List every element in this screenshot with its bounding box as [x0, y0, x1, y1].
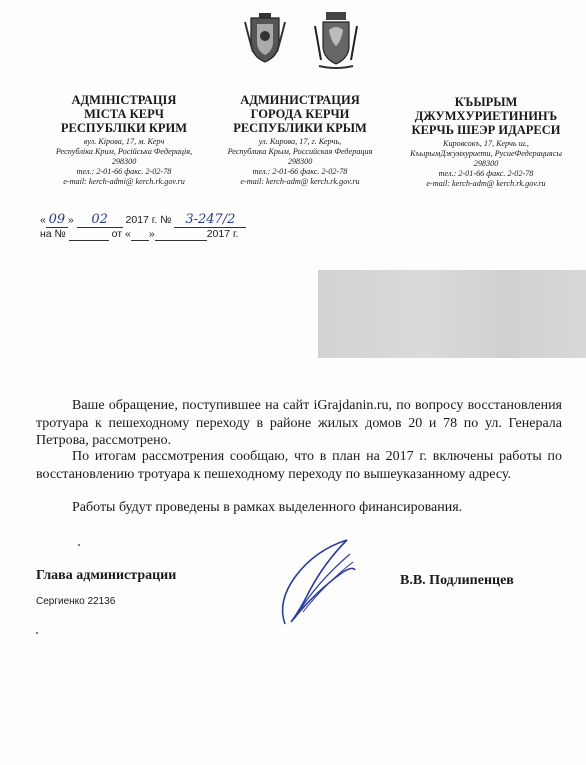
ref-year: 2017 г. [206, 228, 239, 240]
title-line: АДМИНИСТРАЦИЯ [240, 93, 360, 107]
scan-speck [36, 632, 38, 634]
body-paragraph: По итогам рассмотрения сообщаю, что в план на 2017 г. включены работы по восстановлению тротуара к пешеходному переходу по вышеуказанному адресу. [36, 449, 562, 482]
title-line: КЪЫРЫМ [454, 95, 518, 109]
title-line: МІСТА КЕРЧ [84, 107, 164, 121]
header-ukrainian [40, 93, 208, 187]
body-paragraph: Ваше обращение, поступившее на сайт iGrajdanin.ru, по вопросу восстановления тротуара к пешеходному переходу в районе жилых домов 20 и 78 по ул. Генерала Петрова, рассмотрено. [36, 398, 562, 448]
title-line: ДЖУМХУРИЕТИНИНЪ [414, 109, 558, 123]
address-line: Республіка Крим, Російська Федерація, [55, 147, 193, 156]
address-line: тел.: 2-01-66 факс. 2-02-78 [438, 169, 534, 178]
reference-line [40, 228, 238, 241]
title-line: РЕСПУБЛІКИ КРИМ [60, 121, 188, 135]
reg-day: 09 [46, 212, 68, 228]
address-line: вул. Кірова, 17, м. Керч [83, 137, 165, 146]
address-line: 298300 [111, 157, 137, 166]
registration-line: « 09 » 02 2017 г. № 3-247/2 [40, 212, 246, 228]
body-paragraph: Работы будут проведены в рамках выделенного финансирования. [72, 500, 463, 515]
kerch-coat-of-arms-icon [313, 12, 359, 70]
title-line: АДМІНІСТРАЦІЯ [71, 93, 177, 107]
address-line: тел.: 2-01-66 факс. 2-02-78 [76, 167, 172, 176]
address-line: 298300 [473, 159, 499, 168]
scan-speck [78, 544, 80, 546]
signer-title: Глава администрации [36, 568, 177, 583]
ref-from: от « [111, 228, 131, 240]
address-line: Республика Крым, Российская Федерация [227, 147, 373, 156]
address-line: e-mail: kerch-adm@ kerch.rk.gov.ru [426, 179, 546, 188]
title-line: ГОРОДА КЕРЧИ [250, 107, 350, 121]
address-line: ул. Кирова, 17, г. Керчь, [258, 137, 342, 146]
ref-close: » [148, 228, 155, 240]
address-line: e-mail: kerch-admi@ kerch.rk.gov.ru [63, 177, 185, 186]
header-crimean-tatar [392, 95, 580, 189]
header-russian [218, 93, 382, 187]
reg-month: 02 [77, 212, 123, 228]
handwritten-signature-icon [255, 532, 365, 632]
address-line: Кировсокъ, 17, Керчь ш., [443, 139, 529, 148]
executor-note: Сергиенко 22136 [36, 596, 116, 607]
title-line: РЕСПУБЛИКИ КРЫМ [233, 121, 367, 135]
signer-name: В.В. Подлипенцев [400, 573, 514, 588]
reg-year: 2017 г. № [125, 214, 172, 226]
address-line: e-mail: kerch-adm@ kerch.rk.gov.ru [240, 177, 360, 186]
title-line: КЕРЧЬ ШЕЭР ИДАРЕСИ [411, 123, 561, 137]
ref-prefix: на № [40, 228, 66, 240]
reg-number: 3-247/2 [174, 212, 246, 228]
redacted-addressee [318, 270, 586, 358]
address-line: 298300 [287, 157, 313, 166]
crimea-coat-of-arms-icon [243, 12, 287, 64]
address-line: КъырымДжумхуриети, РусиеФедерациясы [410, 149, 562, 158]
address-line: тел.: 2-01-66 факс. 2-02-78 [252, 167, 348, 176]
